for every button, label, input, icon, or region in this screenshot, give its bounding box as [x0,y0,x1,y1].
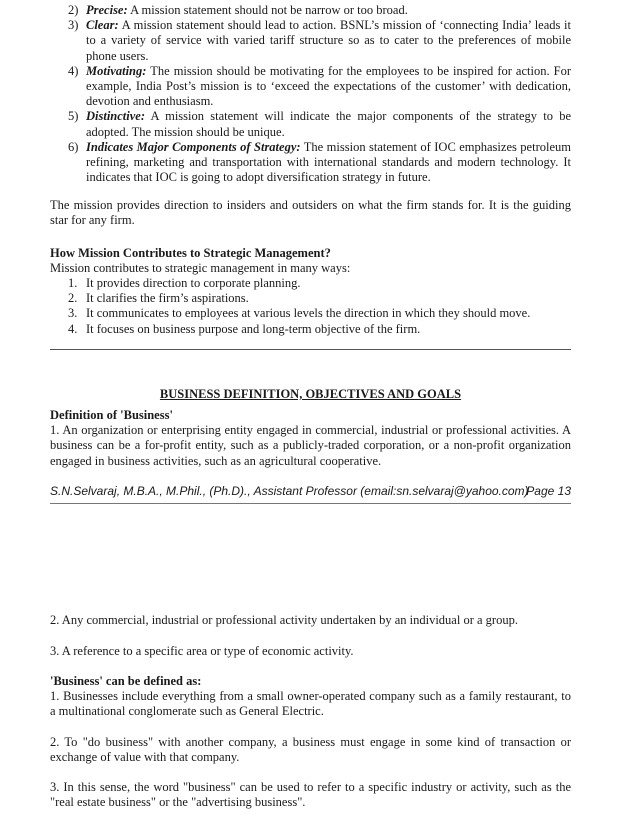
list-item [68,140,571,186]
list-number: 2. [68,291,78,306]
list-term: Motivating: [86,63,147,78]
definition-paragraph: 1. An organization or enterprising entity engaged in commercial, industrial or professional activities. A business can be a for-profit entity, such as a publicly-traded corporation, or a non-profit organization engaged in business activities, such as an agricultural cooperative. [50,423,571,468]
business-defined-1: 1. Businesses include everything from a small owner-operated company such as a family restaurant, to a multinational conglomerate such as General Electric. [50,689,571,719]
list-item [68,18,571,64]
list-number: 4) [68,63,79,78]
list-term: Indicates Major Components of Strategy: [86,139,301,154]
list-text: It clarifies the firm’s aspirations. [86,291,249,306]
list-text: It provides direction to corporate planning. [86,276,301,290]
footer-divider [50,503,571,504]
page-number: Page 13 [526,484,571,498]
direction-paragraph: The mission provides direction to insiders and outsiders on what the firm stands for. It is the guiding star for any firm. [50,198,571,228]
list-number: 2) [68,3,79,17]
list-number: 3) [68,18,79,33]
list-number: 1. [68,276,78,290]
list-number: 6) [68,139,79,154]
list-text: It communicates to employees at various levels the direction in which they should move. [86,306,531,321]
list-item [68,276,571,291]
list-term: Precise: [86,3,128,17]
section-title: BUSINESS DEFINITION, OBJECTIVES AND GOALS [159,387,462,401]
list-number: 4. [68,321,78,336]
business-point-3: 3. A reference to a specific area or type of economic activity. [50,644,354,658]
list-item [68,322,571,337]
mission-characteristics-list [68,3,571,185]
definition-section [50,408,571,469]
list-text: A mission statement should not be narrow or too broad. [127,3,408,17]
contrib-list [68,276,571,337]
list-text: A mission statement will indicate the major components of the strategy to be adopted. The mission should be unique. [86,109,571,139]
list-text: A mission statement should lead to action. BSNL’s mission of ‘connecting India’ leads it to a variety of service with varied tariff structure so as to cater to the preferences of mobile phone users. [86,18,571,63]
list-item [68,109,571,139]
list-text: The mission statement of IOC emphasizes petroleum refining, marketing and transportation with international standards and modern technology. It indicates that IOC is going to adopt diversification strategy in future. [86,139,571,185]
page-footer [50,484,571,498]
definition-heading: Definition of 'Business' [50,408,173,422]
business-defined-2: 2. To "do business" with another company, a business must engage in some kind of transaction or exchange of value with that company. [50,735,571,765]
list-text: It focuses on business purpose and long-term objective of the firm. [86,321,421,336]
list-item [68,3,571,18]
business-defined-heading: 'Business' can be defined as: [50,674,202,688]
section-divider [50,349,571,350]
business-defined-3: 3. In this sense, the word "business" can be used to refer to a specific industry or activity, such as the "real estate business" or the "advertising business". [50,780,571,810]
list-item [68,64,571,110]
business-defined-section [50,674,571,720]
list-item [68,291,571,306]
list-term: Distinctive: [86,109,146,124]
list-number: 3. [68,306,78,321]
list-item [68,306,571,321]
list-number: 5) [68,109,79,124]
business-point-2: 2. Any commercial, industrial or professional activity undertaken by an individual or a group. [50,613,518,627]
footer-author: S.N.Selvaraj, M.B.A., M.Phil., (Ph.D)., Assistant Professor (email:sn.selvaraj@yahoo.com) [50,484,529,498]
contrib-heading: How Mission Contributes to Strategic Management? [50,246,331,260]
contrib-section [50,246,571,276]
contrib-intro: Mission contributes to strategic management in many ways: [50,261,351,276]
list-text: The mission should be motivating for the employees to be inspired for action. For example, India Post’s mission is to ‘exceed the expectations of the customer’ with dedication, devotion and enthusiasm. [86,63,571,109]
list-term: Clear: [86,18,119,33]
